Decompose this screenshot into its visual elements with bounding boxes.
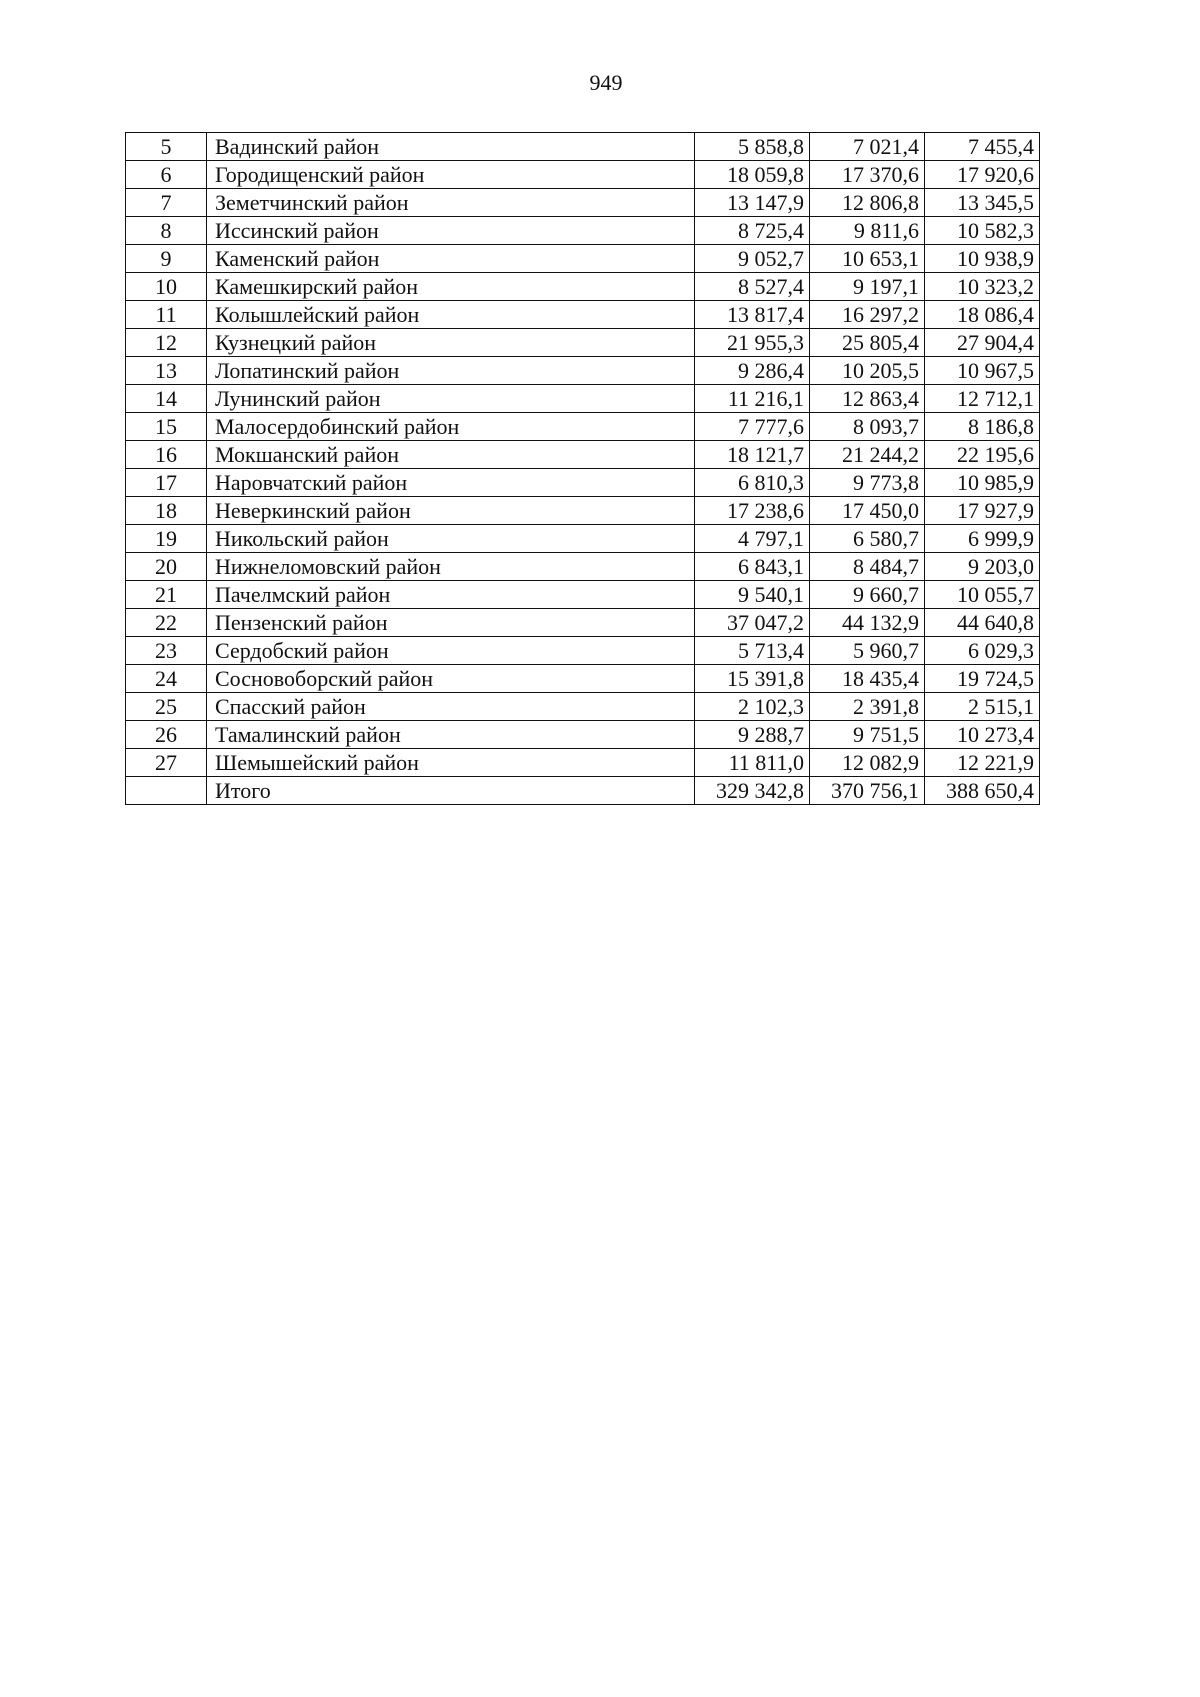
value-cell-3: 22 195,6 <box>925 441 1040 469</box>
district-name-cell: Пачелмский район <box>207 581 695 609</box>
value-cell-2: 12 863,4 <box>810 385 925 413</box>
district-name-cell: Спасский район <box>207 693 695 721</box>
row-number-cell: 23 <box>126 637 207 665</box>
row-number-cell: 17 <box>126 469 207 497</box>
value-cell-2: 17 450,0 <box>810 497 925 525</box>
value-cell-3: 12 221,9 <box>925 749 1040 777</box>
row-number-cell: 20 <box>126 553 207 581</box>
table-row <box>126 273 1040 301</box>
value-cell-1: 37 047,2 <box>695 609 810 637</box>
value-cell-3: 10 938,9 <box>925 245 1040 273</box>
value-cell-1: 9 052,7 <box>695 245 810 273</box>
table-row <box>126 749 1040 777</box>
value-cell-2: 44 132,9 <box>810 609 925 637</box>
value-cell-3: 388 650,4 <box>925 777 1040 805</box>
table-row <box>126 217 1040 245</box>
value-cell-3: 10 273,4 <box>925 721 1040 749</box>
value-cell-2: 2 391,8 <box>810 693 925 721</box>
district-name-cell: Лунинский район <box>207 385 695 413</box>
value-cell-3: 44 640,8 <box>925 609 1040 637</box>
value-cell-2: 9 751,5 <box>810 721 925 749</box>
value-cell-3: 19 724,5 <box>925 665 1040 693</box>
value-cell-2: 6 580,7 <box>810 525 925 553</box>
value-cell-1: 7 777,6 <box>695 413 810 441</box>
row-number-cell: 16 <box>126 441 207 469</box>
value-cell-2: 9 660,7 <box>810 581 925 609</box>
value-cell-1: 11 216,1 <box>695 385 810 413</box>
row-number-cell: 13 <box>126 357 207 385</box>
value-cell-2: 9 811,6 <box>810 217 925 245</box>
table-row <box>126 721 1040 749</box>
value-cell-2: 10 205,5 <box>810 357 925 385</box>
value-cell-2: 25 805,4 <box>810 329 925 357</box>
value-cell-1: 18 059,8 <box>695 161 810 189</box>
row-number-cell: 25 <box>126 693 207 721</box>
district-name-cell: Неверкинский район <box>207 497 695 525</box>
row-number-cell: 15 <box>126 413 207 441</box>
value-cell-3: 10 055,7 <box>925 581 1040 609</box>
table-row <box>126 469 1040 497</box>
row-number-cell: 19 <box>126 525 207 553</box>
value-cell-1: 11 811,0 <box>695 749 810 777</box>
table-row <box>126 133 1040 161</box>
table-row <box>126 609 1040 637</box>
value-cell-3: 27 904,4 <box>925 329 1040 357</box>
value-cell-3: 10 323,2 <box>925 273 1040 301</box>
table-row <box>126 245 1040 273</box>
row-number-cell: 22 <box>126 609 207 637</box>
district-name-cell: Тамалинский район <box>207 721 695 749</box>
value-cell-1: 21 955,3 <box>695 329 810 357</box>
value-cell-3: 13 345,5 <box>925 189 1040 217</box>
value-cell-2: 5 960,7 <box>810 637 925 665</box>
district-name-cell: Сердобский район <box>207 637 695 665</box>
district-name-cell: Колышлейский район <box>207 301 695 329</box>
district-name-cell: Камешкирский район <box>207 273 695 301</box>
table-row <box>126 581 1040 609</box>
value-cell-1: 9 540,1 <box>695 581 810 609</box>
district-name-cell: Городищенский район <box>207 161 695 189</box>
value-cell-2: 10 653,1 <box>810 245 925 273</box>
district-name-cell: Иссинский район <box>207 217 695 245</box>
value-cell-2: 21 244,2 <box>810 441 925 469</box>
district-name-cell: Мокшанский район <box>207 441 695 469</box>
value-cell-2: 8 484,7 <box>810 553 925 581</box>
table-row <box>126 553 1040 581</box>
row-number-cell <box>126 777 207 805</box>
value-cell-3: 18 086,4 <box>925 301 1040 329</box>
total-row <box>126 777 1040 805</box>
table-row <box>126 665 1040 693</box>
district-name-cell: Шемышейский район <box>207 749 695 777</box>
value-cell-2: 12 806,8 <box>810 189 925 217</box>
value-cell-1: 5 713,4 <box>695 637 810 665</box>
value-cell-3: 17 920,6 <box>925 161 1040 189</box>
value-cell-2: 17 370,6 <box>810 161 925 189</box>
row-number-cell: 8 <box>126 217 207 245</box>
row-number-cell: 21 <box>126 581 207 609</box>
value-cell-1: 13 147,9 <box>695 189 810 217</box>
value-cell-1: 8 725,4 <box>695 217 810 245</box>
value-cell-1: 4 797,1 <box>695 525 810 553</box>
row-number-cell: 12 <box>126 329 207 357</box>
value-cell-1: 18 121,7 <box>695 441 810 469</box>
value-cell-3: 10 967,5 <box>925 357 1040 385</box>
value-cell-3: 12 712,1 <box>925 385 1040 413</box>
value-cell-2: 16 297,2 <box>810 301 925 329</box>
value-cell-1: 15 391,8 <box>695 665 810 693</box>
district-name-cell: Вадинский район <box>207 133 695 161</box>
row-number-cell: 7 <box>126 189 207 217</box>
district-name-cell: Малосердобинский район <box>207 413 695 441</box>
value-cell-3: 10 985,9 <box>925 469 1040 497</box>
value-cell-3: 2 515,1 <box>925 693 1040 721</box>
value-cell-2: 12 082,9 <box>810 749 925 777</box>
table-row <box>126 497 1040 525</box>
table-row <box>126 413 1040 441</box>
value-cell-2: 7 021,4 <box>810 133 925 161</box>
district-name-cell: Никольский район <box>207 525 695 553</box>
value-cell-1: 6 843,1 <box>695 553 810 581</box>
row-number-cell: 18 <box>126 497 207 525</box>
value-cell-1: 2 102,3 <box>695 693 810 721</box>
row-number-cell: 9 <box>126 245 207 273</box>
district-name-cell: Итого <box>207 777 695 805</box>
value-cell-3: 8 186,8 <box>925 413 1040 441</box>
district-name-cell: Нижнеломовский район <box>207 553 695 581</box>
value-cell-1: 9 286,4 <box>695 357 810 385</box>
row-number-cell: 11 <box>126 301 207 329</box>
table-row <box>126 357 1040 385</box>
district-name-cell: Пензенский район <box>207 609 695 637</box>
row-number-cell: 6 <box>126 161 207 189</box>
value-cell-3: 7 455,4 <box>925 133 1040 161</box>
table-row <box>126 637 1040 665</box>
value-cell-1: 8 527,4 <box>695 273 810 301</box>
page-number: 949 <box>589 70 623 95</box>
district-values-table <box>125 132 1040 805</box>
district-name-cell: Лопатинский район <box>207 357 695 385</box>
table-row <box>126 525 1040 553</box>
value-cell-1: 5 858,8 <box>695 133 810 161</box>
row-number-cell: 27 <box>126 749 207 777</box>
table-row <box>126 385 1040 413</box>
value-cell-2: 8 093,7 <box>810 413 925 441</box>
row-number-cell: 24 <box>126 665 207 693</box>
table-row <box>126 301 1040 329</box>
table-row <box>126 693 1040 721</box>
value-cell-3: 9 203,0 <box>925 553 1040 581</box>
district-name-cell: Каменский район <box>207 245 695 273</box>
value-cell-2: 9 197,1 <box>810 273 925 301</box>
value-cell-3: 6 029,3 <box>925 637 1040 665</box>
value-cell-2: 18 435,4 <box>810 665 925 693</box>
district-name-cell: Земетчинский район <box>207 189 695 217</box>
table-row <box>126 441 1040 469</box>
value-cell-2: 9 773,8 <box>810 469 925 497</box>
value-cell-1: 13 817,4 <box>695 301 810 329</box>
value-cell-1: 329 342,8 <box>695 777 810 805</box>
value-cell-1: 17 238,6 <box>695 497 810 525</box>
row-number-cell: 5 <box>126 133 207 161</box>
table-row <box>126 329 1040 357</box>
table-row <box>126 161 1040 189</box>
value-cell-3: 6 999,9 <box>925 525 1040 553</box>
value-cell-1: 6 810,3 <box>695 469 810 497</box>
table-row <box>126 189 1040 217</box>
district-name-cell: Наровчатский район <box>207 469 695 497</box>
district-name-cell: Кузнецкий район <box>207 329 695 357</box>
value-cell-3: 17 927,9 <box>925 497 1040 525</box>
table-body <box>126 133 1040 805</box>
value-cell-1: 9 288,7 <box>695 721 810 749</box>
row-number-cell: 10 <box>126 273 207 301</box>
row-number-cell: 26 <box>126 721 207 749</box>
value-cell-2: 370 756,1 <box>810 777 925 805</box>
district-name-cell: Сосновоборский район <box>207 665 695 693</box>
row-number-cell: 14 <box>126 385 207 413</box>
value-cell-3: 10 582,3 <box>925 217 1040 245</box>
